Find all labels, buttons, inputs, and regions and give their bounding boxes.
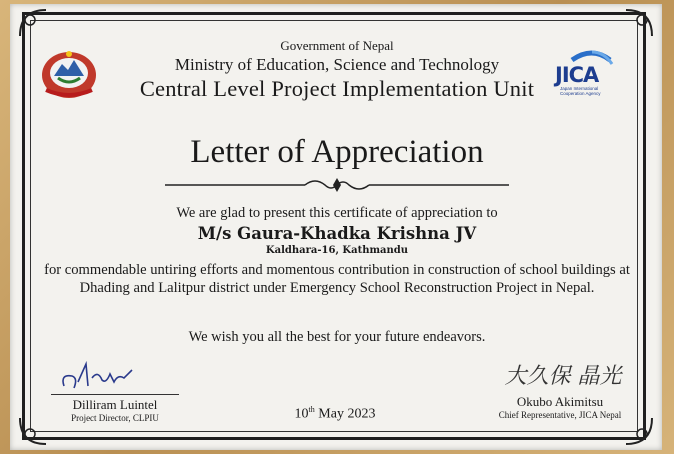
recipient-name: M/s Gaura-Khadka Krishna JV <box>197 224 477 243</box>
right-signatory <box>480 360 640 420</box>
jica-subtitle-line2: Cooperation Agency <box>560 91 601 96</box>
right-signatory-role: Chief Representative, JICA Nepal <box>498 410 622 420</box>
date-suffix: th <box>308 405 315 414</box>
right-signatory-name: Okubo Akimitsu <box>516 394 604 409</box>
jica-subtitle-line1: Japan International <box>560 86 599 91</box>
unit-heading: Central Level Project Implementation Unit <box>139 76 535 101</box>
ornamental-divider <box>165 175 509 195</box>
left-signatory <box>40 346 190 423</box>
wish-text: We wish you all the best for your future endeavors. <box>188 329 486 345</box>
ministry-heading: Ministry of Education, Science and Technology <box>174 55 500 74</box>
left-signatory-role: Project Director, CLPIU <box>71 413 159 423</box>
left-signature-line <box>51 394 179 395</box>
jica-wordmark: JICA <box>555 63 599 87</box>
contribution-text: for commendable untiring efforts and momentous contribution in construction of school buildings at Dhading and Lalitpur district under Emergency School Reconstruction Project in Nepal. <box>44 262 630 296</box>
right-signature-text: 大久保 晶光 <box>504 364 622 389</box>
intro-text: We are glad to present this certificate of appreciation to <box>176 205 498 221</box>
certificate-title: Letter of Appreciation <box>190 134 484 170</box>
certificate-date <box>250 405 420 423</box>
date-rest: May 2023 <box>314 406 376 422</box>
recipient-address: Kaldhara-16, Kathmandu <box>265 245 409 256</box>
date-day: 10 <box>294 406 309 422</box>
left-signatory-name: Dilliram Luintel <box>72 397 158 412</box>
government-heading: Government of Nepal <box>280 38 394 53</box>
